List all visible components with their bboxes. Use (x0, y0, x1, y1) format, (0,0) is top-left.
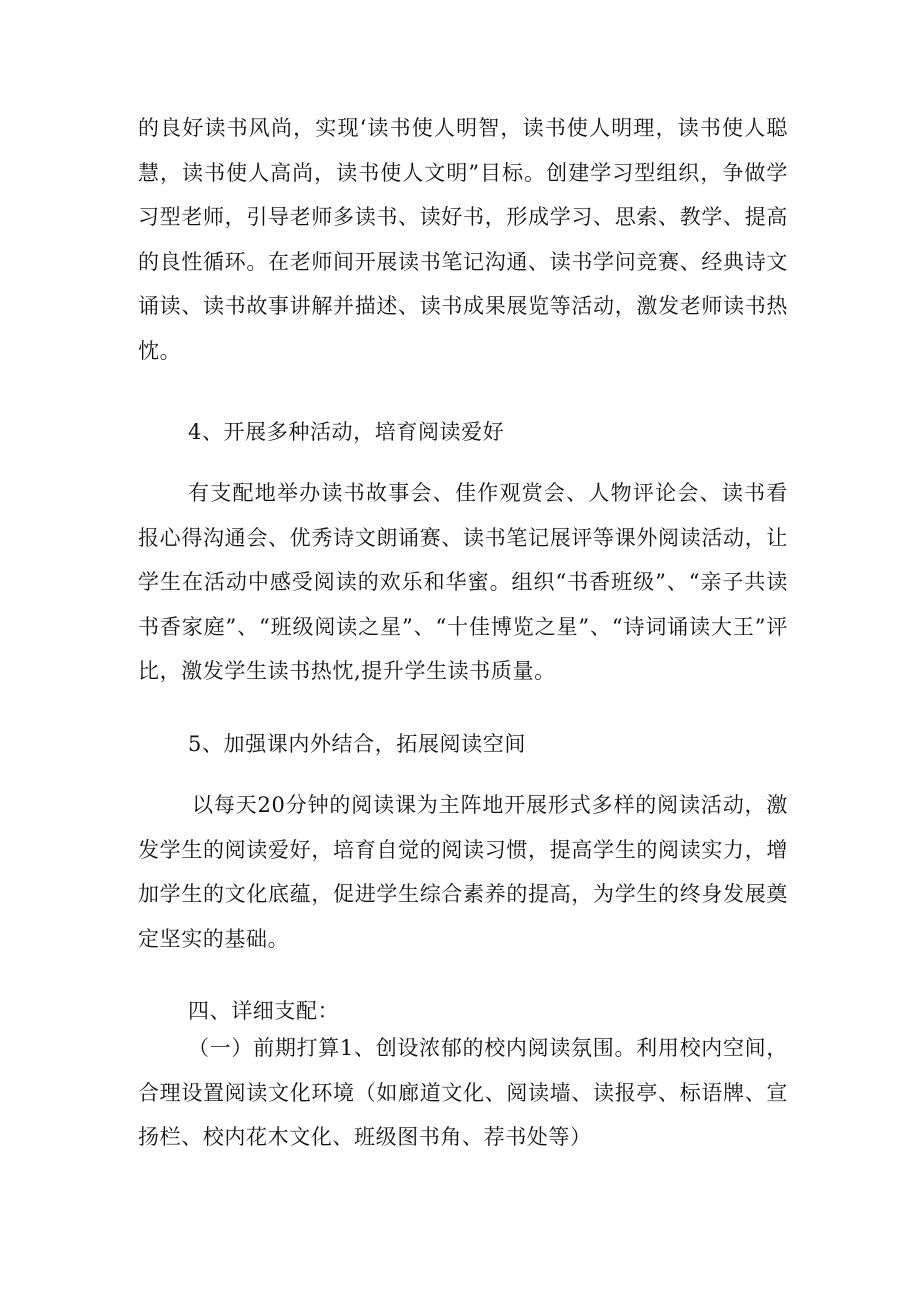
paragraph-teacher-reading: 的良好读书风尚，实现‘读书使人明智，读书使人明理，读书使人聪慧，读书使人高尚，读书使人文明”目标。创建学习型组织，争做学习型老师，引导老师多读书、读好书，形成学习、思索、教学、提高的良性循环。在老师间开展读书笔记沟通、读书学问竞赛、经典诗文诵读、读书故事讲解并描述、读书成果展览等活动，激发老师读书热忱。 (138, 116, 788, 363)
heading-activities: 4、开展多种活动，培育阅读爱好 (188, 420, 505, 444)
heading-in-out-class: 5、加强课内外结合，拓展阅读空间 (188, 732, 526, 756)
paragraph-reading-class: 以每天20分钟的阅读课为主阵地开展形式多样的阅读活动，激发学生的阅读爱好，培育自觉的阅读习惯，提高学生的阅读实力，增加学生的文化底蕴，促进学生综合素养的提高，为学生的终身发展奠定坚实的基础。 (138, 793, 788, 951)
paragraph-preparation: （一）前期打算1、创设浓郁的校内阅读氛围。利用校内空间，合理设置阅读文化环境（如廊道文化、阅读墙、读报亭、标语牌、宣扬栏、校内花木文化、班级图书角、荐书处等） (138, 1036, 788, 1149)
heading-detailed-arrangement: 四、详细支配： (188, 999, 340, 1023)
paragraph-student-activities: 有支配地举办读书故事会、佳作观赏会、人物评论会、读书看报心得沟通会、优秀诗文朗诵赛、读书笔记展评等课外阅读活动，让学生在活动中感受阅读的欢乐和华蜜。组织“书香班级”、“亲子共读书香家庭”、“班级阅读之星”、“十佳博览之星”、“诗词诵读大王”评比，激发学生读书热忱,提升学生读书质量。 (138, 481, 788, 683)
